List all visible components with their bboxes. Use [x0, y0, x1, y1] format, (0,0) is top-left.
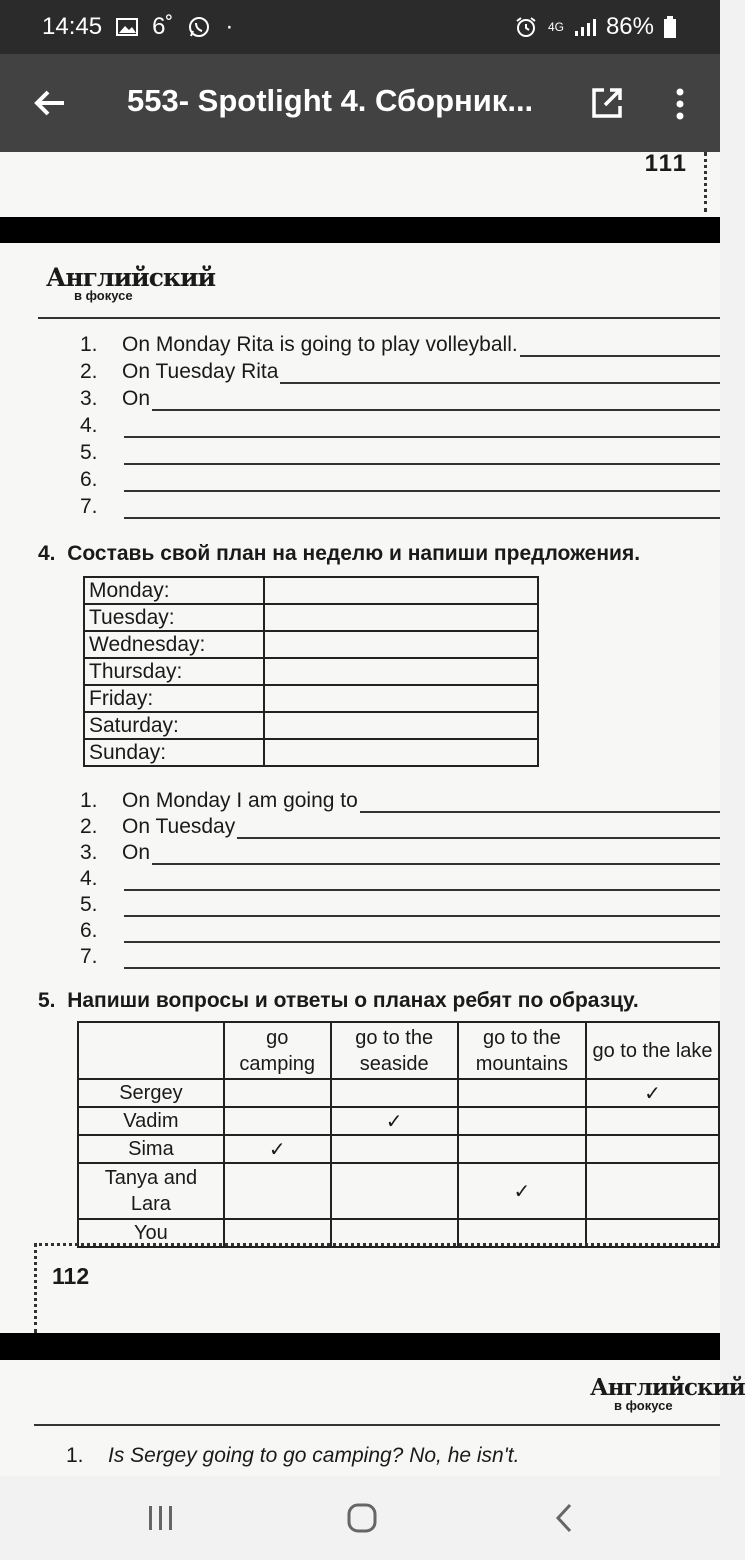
- line-number: 6.: [80, 468, 98, 491]
- line-text: Is Sergey going to go camping? No, he isn't.: [108, 1444, 520, 1467]
- task3-line-5[interactable]: [80, 441, 720, 465]
- line-text: On Tuesday: [122, 815, 236, 838]
- check-mark-icon: ✓: [224, 1135, 331, 1163]
- gallery-icon: [116, 17, 138, 37]
- back-arrow-icon[interactable]: [30, 83, 70, 123]
- day-label: Wednesday:: [84, 631, 264, 658]
- header-rule: [38, 317, 720, 319]
- cell[interactable]: [586, 1163, 719, 1219]
- line-number: 3.: [80, 841, 98, 864]
- child-name: Vadim: [78, 1107, 224, 1135]
- notification-dot-icon: ·: [225, 13, 234, 40]
- table-row: [84, 604, 538, 631]
- cell[interactable]: [458, 1107, 586, 1135]
- logo-subtitle: в фокусе: [74, 288, 133, 303]
- task5-heading: [38, 989, 639, 1013]
- page-112[interactable]: [0, 243, 720, 1333]
- child-name: Tanya and Lara: [78, 1163, 224, 1219]
- whatsapp-icon: [187, 15, 211, 39]
- plan-cell[interactable]: [264, 739, 538, 766]
- table-row: [84, 577, 538, 604]
- table-row: [78, 1135, 719, 1163]
- task4-line-5[interactable]: [80, 893, 720, 917]
- answer-blank: [520, 335, 720, 357]
- table-row: [78, 1107, 719, 1135]
- task3-line-4[interactable]: [80, 414, 720, 438]
- battery-icon: [664, 16, 676, 38]
- line-text: On: [122, 841, 151, 864]
- answer-blank: [124, 443, 720, 465]
- page-gap: [0, 1333, 720, 1360]
- task3-line-7[interactable]: [80, 495, 720, 519]
- task4-line-6[interactable]: [80, 919, 720, 943]
- line-number: 4.: [80, 414, 98, 437]
- system-navigation-bar: [0, 1476, 720, 1560]
- table-row: [84, 712, 538, 739]
- logo-subtitle: в фокусе: [614, 1398, 673, 1413]
- kids-plans-table: [77, 1021, 720, 1248]
- answer-blank: [152, 843, 720, 865]
- answer-blank: [124, 921, 720, 943]
- answer-blank: [280, 362, 720, 384]
- task5-instruction: Напиши вопросы и ответы о планах ребят по образцу.: [67, 989, 639, 1012]
- week-plan-table: [83, 576, 539, 767]
- task4-line-7[interactable]: [80, 945, 720, 969]
- day-label: Saturday:: [84, 712, 264, 739]
- plan-cell[interactable]: [264, 658, 538, 685]
- corner-cell: [78, 1022, 224, 1079]
- logo-title: Английский: [46, 263, 216, 292]
- book-logo: [590, 1374, 745, 1413]
- line-text: On Monday I am going to: [122, 789, 358, 812]
- page-113-fragment: [0, 1360, 745, 1476]
- logo-title: Английский: [590, 1374, 745, 1401]
- answer-blank: [124, 869, 720, 891]
- line-number: 5.: [80, 441, 98, 464]
- back-icon[interactable]: [552, 1502, 576, 1534]
- table-row: [84, 658, 538, 685]
- home-icon[interactable]: [346, 1502, 378, 1534]
- child-name: Sergey: [78, 1079, 224, 1107]
- task4-line-4[interactable]: [80, 867, 720, 891]
- page-edge-dots: [704, 152, 707, 212]
- more-options-icon[interactable]: [668, 84, 692, 124]
- cell[interactable]: [331, 1135, 458, 1163]
- open-external-icon[interactable]: [590, 86, 624, 120]
- day-label: Sunday:: [84, 739, 264, 766]
- recent-apps-icon[interactable]: [146, 1504, 176, 1532]
- document-title: 553- Spotlight 4. Сборник...: [127, 83, 534, 118]
- cell[interactable]: [586, 1107, 719, 1135]
- cell[interactable]: [224, 1107, 331, 1135]
- day-label: Tuesday:: [84, 604, 264, 631]
- line-number: 5.: [80, 893, 98, 916]
- task4-heading: [38, 542, 640, 566]
- line-number: 2.: [80, 360, 98, 383]
- page-gap: [0, 217, 720, 243]
- cell[interactable]: [586, 1135, 719, 1163]
- network-type: 4G: [547, 20, 564, 34]
- answer-blank: [124, 895, 720, 917]
- line-number: 3.: [80, 387, 98, 410]
- status-time: 14:45: [42, 13, 103, 40]
- day-label: Thursday:: [84, 658, 264, 685]
- cell[interactable]: [331, 1163, 458, 1219]
- column-header: go to the lake: [586, 1022, 719, 1079]
- line-number: 7.: [80, 495, 98, 518]
- plan-cell[interactable]: [264, 577, 538, 604]
- answer-blank: [124, 470, 720, 492]
- child-name: Sima: [78, 1135, 224, 1163]
- cell[interactable]: [331, 1079, 458, 1107]
- line-text: On Monday Rita is going to play volleyball.: [122, 333, 518, 356]
- line-number: 4.: [80, 867, 98, 890]
- plan-cell[interactable]: [264, 685, 538, 712]
- battery-level: 86%: [605, 13, 654, 40]
- task3-line-6[interactable]: [80, 468, 720, 492]
- answer-blank: [360, 791, 720, 813]
- answer-blank: [124, 497, 720, 519]
- task4-number: 4.: [38, 542, 56, 565]
- line-number: 2.: [80, 815, 98, 838]
- table-row: [84, 631, 538, 658]
- day-label: Monday:: [84, 577, 264, 604]
- alarm-icon: [514, 15, 538, 39]
- task3-line-2[interactable]: [80, 360, 720, 384]
- line-number: 7.: [80, 945, 98, 968]
- task4-line-3[interactable]: [80, 841, 720, 865]
- answer-blank: [124, 947, 720, 969]
- signal-icon: [574, 17, 596, 37]
- task4-line-2[interactable]: [80, 815, 720, 839]
- answer-line-1: [66, 1444, 519, 1468]
- column-header: go to the seaside: [331, 1022, 458, 1079]
- task5-number: 5.: [38, 989, 56, 1012]
- cell[interactable]: [224, 1163, 331, 1219]
- plan-cell[interactable]: [264, 604, 538, 631]
- answer-blank: [124, 416, 720, 438]
- answer-blank: [152, 389, 720, 411]
- column-header: go camping: [224, 1022, 331, 1079]
- status-temperature: 6˚: [152, 13, 174, 40]
- day-label: Friday:: [84, 685, 264, 712]
- plan-cell[interactable]: [264, 712, 538, 739]
- line-text: On Tuesday Rita: [122, 360, 279, 383]
- task3-line-1[interactable]: [80, 333, 720, 357]
- check-mark-icon: ✓: [458, 1163, 586, 1219]
- page-number-112: 112: [52, 1263, 90, 1289]
- line-number: 1.: [80, 333, 98, 356]
- cell[interactable]: [224, 1079, 331, 1107]
- app-bar: [0, 54, 720, 152]
- line-text: On: [122, 387, 151, 410]
- table-row: [84, 739, 538, 766]
- line-number: 1.: [66, 1444, 84, 1467]
- table-header-row: [78, 1022, 719, 1079]
- task4-line-1[interactable]: [80, 789, 720, 813]
- table-row: [78, 1079, 719, 1107]
- task3-line-3[interactable]: [80, 387, 720, 411]
- table-row: [78, 1163, 719, 1219]
- answer-blank: [237, 817, 720, 839]
- task4-instruction: Составь свой план на неделю и напиши предложения.: [67, 542, 641, 565]
- line-number: 1.: [80, 789, 98, 812]
- page-111-fragment: [0, 152, 720, 217]
- header-rule: [34, 1424, 720, 1426]
- plan-cell[interactable]: [264, 631, 538, 658]
- check-mark-icon: ✓: [586, 1079, 719, 1107]
- footer-dotted-rule: [34, 1243, 720, 1246]
- column-header: go to the mountains: [458, 1022, 586, 1079]
- line-number: 6.: [80, 919, 98, 942]
- check-mark-icon: ✓: [331, 1107, 458, 1135]
- book-logo: [46, 263, 215, 303]
- page-edge-dots: [34, 1243, 37, 1333]
- cell[interactable]: [458, 1079, 586, 1107]
- cell[interactable]: [458, 1135, 586, 1163]
- table-row: [84, 685, 538, 712]
- child-name: You: [78, 1219, 224, 1247]
- status-bar: [0, 0, 720, 54]
- page-number-111: 111: [644, 150, 688, 177]
